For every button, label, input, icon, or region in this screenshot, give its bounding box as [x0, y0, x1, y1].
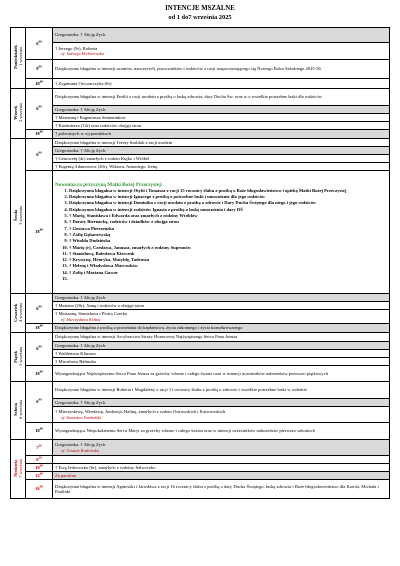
intention: Dziękczynno błagalna w intencji Emilii z racji urodzin z prośbą o łaskę zdrowia, dary Ducha Św. oraz w o wszelkie potrzebne łaski dla rodziców: [53, 89, 390, 106]
offerer: of. Mieczysława Krzbut: [61, 316, 101, 322]
intention: † Mariana (20r), Annę i rodziców z obojga stron: [53, 302, 390, 310]
time-6: $6^{00}$: [26, 333, 53, 366]
intention: Gregorianka: † Alicję Zych: [53, 294, 390, 302]
time-6: $6^{00}$: [26, 139, 53, 171]
list-item: 2. Dziękczynno błagalna w intencji Ignacego z prośbą o potrzebne łaski i umocnienie dla jego rodziców: [69, 194, 387, 200]
time-18: $18^{00}$: [26, 366, 53, 382]
list-item: 10. † Marię (r), Czesława, Janusza, zmarłych z rodziny Suprunów: [69, 245, 387, 251]
offerer: of. Jadwiga Herbinowska: [61, 51, 104, 56]
intention: † Eugenię Adamowicz (20r), Wiktora, Antoniego, Irenę: [53, 163, 390, 171]
intention: † Ewę Jedwoczko (6r), zmarłych z rodziny Jedwoczko: [53, 464, 390, 472]
time-8: $8^{00}$: [26, 60, 53, 79]
time-18: $18^{00}$: [26, 423, 53, 440]
time-18: $18^{00}$: [26, 171, 53, 294]
novena-cell: [53, 171, 390, 294]
intention: [53, 456, 390, 464]
intention: Wynagradzająca Niepokalanemu Sercu Maryi za grzechy własne i całego świata oraz w intencji uczestników nabożeństw pierwszo sobotnich: [53, 423, 390, 440]
list-item: 7. † Gustawa Pietrzenzka: [69, 226, 387, 232]
intention: † Waldemara Klimasa: [53, 350, 390, 358]
intention: Gregorianka: † Alicję Zych: [53, 342, 390, 350]
intention: Dziękczynno błagalna w intencji Agnieszki i Jarosława z racji 16 rocznicy ślubu z prośbą o dary Ducha Świętego, łaskę zdrowia i Boże błogosławieństwo dla Karola, Michała i Paulinki: [53, 480, 390, 499]
time-18: $18^{00}$: [26, 324, 53, 333]
list-item: 8. † Zofię Gębarzewską: [69, 232, 387, 238]
day-tuesday: Wtorek 2 września: [11, 89, 26, 139]
intention: † polecanych w wypominkach: [53, 130, 390, 139]
intention: † Kazimierza (12r) oraz rodziców obojga stron: [53, 122, 390, 130]
list-item: 3. Dziękczynno błagalna w intencji Dominika z racji urodzin z prośbą o zdrowie i Dary Ducha Świętego dla niego i jego rodziców: [69, 200, 387, 206]
intention: Dziękczynno błagalna w intencji uczniów, nauczycieli, pracowników i rodziców z racji rozpoczynającego się Nowego Roku Szkolnego 2025-26: [53, 60, 390, 79]
time-12: $12^{00}$: [26, 472, 53, 480]
novena-title: Nowenna za przyczyną Matki Bożej Przeczystej:: [55, 181, 163, 188]
novena-list: [55, 188, 387, 282]
time-18: $18^{00}$: [26, 130, 53, 139]
intention: † Mirosława Bałmuka: [53, 358, 390, 366]
time-10: $10^{00}$: [26, 464, 53, 472]
list-item: 5. † Marię, Stanisława i Edwarda oraz zmarłych z rodziny Wróblów: [69, 213, 387, 219]
list-item: 13. † Helenę i Władysława Marczuków: [69, 263, 387, 269]
page-subtitle: od 1 do7 września 2025: [168, 14, 232, 21]
list-item: 1. Dziękczynno błagalna w intencji Otylii i Tomasza z racji 15 rocznicy ślubu z prośbą o Boże błogosławieństwo i opiekę Matki Bożej Przeczystej: [69, 188, 387, 194]
intention: † Mariannę i Eugeniusza Semeninków: [53, 114, 390, 122]
page-title: INTENCJE MSZALNE: [165, 5, 235, 12]
list-item: 11. † Stanisławę, Bolesława Kierczuk: [69, 251, 387, 257]
day-friday: Piątek 5 września: [11, 333, 26, 382]
intention: Gregorianka: † Alicję Zych: [53, 399, 390, 407]
day-wednesday: Środa 3 września: [11, 139, 26, 294]
intention: † Genowefę (4r) zmarłych z rodzin Kujko i Wróbel: [53, 155, 390, 163]
time-6: $6^{00}$: [26, 28, 53, 60]
time-6: $6^{00}$: [26, 382, 53, 423]
intention: Dziękczynno błagalna w intencji Roberta i Magdaleny z racji 11 rocznicy ślubu z prośbą o zdrowie i wszelkie potrzebne łaski w rodzinie: [53, 382, 390, 399]
day-saturday: Sobota 6 września: [11, 382, 26, 440]
list-item: 4. Dziękczynno błagalna w intencji rodziców Ignasia z prośbą o łaskę umocnienia i dary DŚ: [69, 207, 387, 213]
intention: Gregorianka: † Alicję Zych: [53, 106, 390, 114]
offerer: of. Stanisław Tumbalski: [61, 414, 101, 420]
intention: Wynagradzająca Najświętszemu Serca Pana Jezusa za grzechy własne i całego świata oraz w intencji uczestników nabożeństw pierwszo piątkowych: [53, 366, 390, 382]
time-6: $6^{00}$: [26, 89, 53, 130]
intention: † Jerzego (9r), Roberta of. Jadwiga Herbinowska: [53, 43, 390, 60]
intention: Gregorianka: † Alicję Zych of. Urszula Kozłowska: [53, 440, 390, 456]
time-6: $6^{00}$: [26, 294, 53, 324]
list-item: 14. † Zofię i Mariana Gawor: [69, 270, 387, 276]
time-7: $7^{30}$: [26, 440, 53, 456]
intention: Dziękczynno błagalna w intencji Arcybractwa Straży Honorowej Najświętszego Serca Pana Jezusa: [53, 333, 390, 342]
list-item: [69, 276, 387, 282]
time-18: $18^{00}$: [26, 79, 53, 89]
day-sunday: Niedziela 7 września: [11, 440, 26, 499]
time-8: $8^{30}$: [26, 456, 53, 464]
intention: Dziękczynno błagalna w intencji Teresy Szabluk z racji urodzin: [53, 139, 390, 147]
time-16: $16^{00}$: [26, 480, 53, 499]
list-item: 6. † Doroty Biernacką, rodziców i dziadków z obojga stron: [69, 219, 387, 225]
intention: Dziękczynno błagalna z prośbą o powołania do kapłaństwa, życia zakonnego i życia konsekrowanego: [53, 324, 390, 333]
mass-intentions-table: [10, 27, 390, 499]
day-thursday: Czwartek 4 września: [11, 294, 26, 333]
day-monday: Poniedziałek 1 września: [11, 28, 26, 89]
intention: Gregorianka: † Alicję Zych: [53, 28, 390, 43]
offerer: of. Urszula Kozłowska: [61, 447, 99, 453]
intention: † Zygmunta Owczarczyka (6r): [53, 79, 390, 89]
list-item: 12. † Krystynę, Henryka, Matyldę, Tadeusza: [69, 257, 387, 263]
intention: Gregorianka: † Alicję Zych: [53, 147, 390, 155]
list-item: 9. † Witolda Dudzińska: [69, 238, 387, 244]
intention: † Mieczysławę, Wiesławę, Andrzeja, Halinę, zmarłych z rodzin Ostrowskich i Karwowskich of. Stanisław Tumbalski: [53, 407, 390, 423]
intention: † Mariannę, Stanisława i Piotra Czerko of. Mieczysława Krzbut: [53, 310, 390, 324]
intention: Za parafian: [53, 472, 390, 480]
